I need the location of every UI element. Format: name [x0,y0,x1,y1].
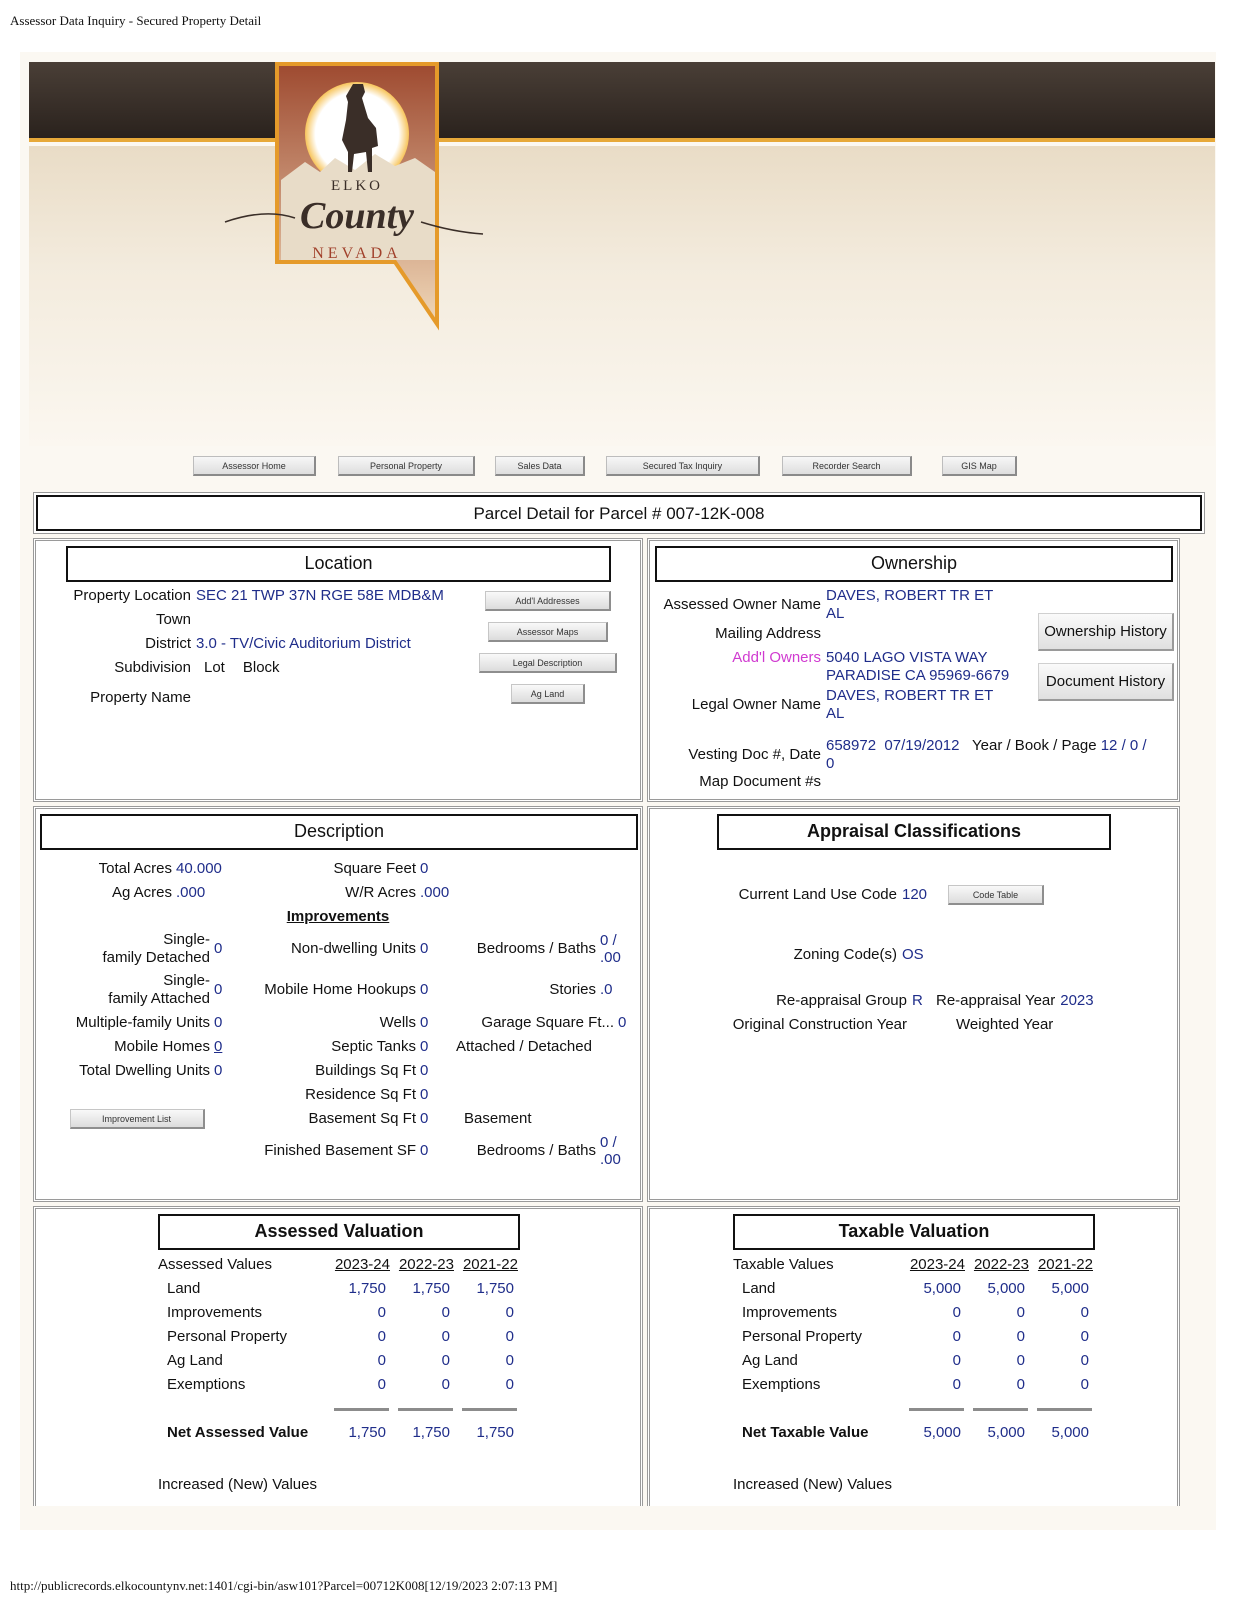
bed-baths-label: Bedrooms / Baths [476,940,596,957]
map-document-row [654,773,1174,797]
net-assessed-label: Net Assessed Value [167,1424,309,1441]
improvement-list-button[interactable]: Improvement List [70,1109,205,1129]
property-location-row [46,587,466,611]
property-name-row [46,689,466,713]
assessed-value-row [158,1349,520,1373]
taxable-year-col-1: 2023-24 [909,1256,965,1273]
taxable-value-row [733,1349,1095,1373]
mh-hookups-cell [232,969,456,1011]
ownership-buttons [1030,587,1174,725]
mh-hookups-label: Mobile Home Hookups [264,981,416,998]
sfd-label-1: Single- [163,931,210,948]
basement-bed-baths-value-1: 0 / [600,1134,617,1151]
district-row [46,635,466,659]
mobile-homes-cell [42,1035,232,1059]
assessed-row-value: 0 [441,1352,450,1369]
vesting-doc-date: 07/19/2012 [884,737,960,754]
appraisal-panel [647,806,1180,1202]
total-dwelling-value: 0 [214,1062,223,1079]
assessed-row-value: 1,750 [348,1280,386,1297]
taxable-row-value: 5,000 [987,1280,1025,1297]
legal-owner-row [654,687,1030,723]
property-location-value: SEC 21 TWP 37N RGE 58E MDB&M [196,587,444,604]
addl-owners-cell [654,649,826,667]
description-panel [33,806,643,1202]
sfd-label [42,931,214,967]
mobile-homes-link[interactable]: 0 [214,1038,223,1055]
taxable-row-value: 5,000 [923,1280,961,1297]
mfu-value: 0 [214,1014,223,1031]
buildings-sqft-label: Buildings Sq Ft [315,1062,416,1079]
mfu-cell [42,1011,232,1035]
net-assessed-value: 1,750 [348,1424,386,1441]
taxable-row-value: 0 [1016,1376,1025,1393]
nav-sales-data-button[interactable]: Sales Data [495,456,585,476]
wr-acres-label: W/R Acres [345,884,416,901]
lot-block-group [196,659,466,677]
total-acres-cell [42,857,232,881]
mailing-address-label: Mailing Address [715,625,821,642]
taxable-body [733,1277,1095,1397]
legal-owner-line1: DAVES, ROBERT TR ET [826,687,994,704]
taxable-year-col-2: 2022-23 [973,1256,1029,1273]
wells-value: 0 [420,1014,429,1031]
subdivision-label: Subdivision [114,659,191,676]
taxable-year-col-3: 2021-22 [1037,1256,1093,1273]
taxable-row-label: Land [742,1280,776,1297]
taxable-row-label: Improvements [742,1304,838,1321]
reappraisal-year-value: 2023 [1060,992,1094,1009]
code-table-button[interactable]: Code Table [948,885,1044,905]
ag-land-button[interactable]: Ag Land [511,684,585,704]
assessed-year-col-3: 2021-22 [462,1256,518,1273]
year-book-page-value-cont: 0 [826,755,835,772]
garage-value: 0 [618,1014,627,1031]
taxable-rule-row [733,1397,1095,1421]
zoning-row [658,945,1168,965]
wells-cell [232,1011,456,1035]
taxable-gap-row [733,1445,1095,1473]
vesting-row [654,737,1174,773]
logo-elko-text: ELKO [331,178,383,194]
vesting-section [654,737,1174,797]
wr-acres-value: .000 [420,884,450,901]
residence-sqft-cell [232,1083,456,1107]
assessed-increased-label: Increased (New) Values [158,1476,317,1493]
net-assessed-value: 1,750 [476,1424,514,1441]
taxable-row-value: 0 [1016,1352,1025,1369]
location-heading: Location [66,546,611,582]
sfa-label [42,972,214,1008]
ownership-body [654,587,1174,725]
assessed-row-value: 0 [377,1352,386,1369]
bed-baths-value [600,932,634,966]
assessed-rule-cell [392,1397,456,1421]
bed-baths-value-2: .00 [600,949,621,966]
assessed-row-value: 0 [505,1376,514,1393]
assessed-row-value: 1,750 [476,1280,514,1297]
septic-value: 0 [420,1038,429,1055]
taxable-total-rule [973,1408,1028,1411]
taxable-row-value: 0 [952,1352,961,1369]
net-taxable-value: 5,000 [1051,1424,1089,1441]
appraisal-heading: Appraisal Classifications [717,814,1111,850]
assessed-row-label: Personal Property [167,1328,288,1345]
assessed-value-row [158,1301,520,1325]
nav-assessor-home-button[interactable]: Assessor Home [193,456,316,476]
assessed-gap-row [158,1445,520,1473]
net-assessed-value: 1,750 [412,1424,450,1441]
total-dwelling-cell [42,1059,232,1083]
ownership-history-button[interactable]: Ownership History [1038,613,1174,651]
location-body [46,587,630,713]
sfd-cell [42,929,232,969]
mailing-address-row [654,625,1030,647]
mh-hookups-value: 0 [420,981,429,998]
stories-label: Stories [549,981,596,998]
document-title: Assessor Data Inquiry - Secured Property Detail [10,13,262,28]
finished-basement-label: Finished Basement SF [264,1142,416,1159]
mailing-address-line1: 5040 LAGO VISTA WAY [826,649,988,666]
assessed-value-row [158,1277,520,1301]
ownership-panel [647,538,1180,802]
residence-sqft-value: 0 [420,1086,429,1103]
basement-bed-baths-label: Bedrooms / Baths [476,1142,596,1159]
improvements-spacer [42,1131,232,1171]
residence-sqft-label: Residence Sq Ft [305,1086,416,1103]
attached-detached-label: Attached / Detached [456,1038,592,1055]
sfa-value: 0 [214,981,223,998]
subdivision-row [46,659,466,683]
mailing-address-value-row [654,649,1030,685]
taxable-total-rule [909,1408,964,1411]
elko-county-logo [225,62,485,332]
ag-acres-cell [42,881,232,905]
taxable-row-label: Ag Land [742,1352,798,1369]
assessed-values-table [158,1253,520,1497]
parcel-title: Parcel Detail for Parcel # 007-12K-008 [36,495,1202,531]
assessed-value-row [158,1373,520,1397]
ag-acres-label: Ag Acres [111,884,172,901]
taxable-row-value: 0 [952,1304,961,1321]
total-dwelling-label: Total Dwelling Units [79,1062,210,1079]
legal-description-button[interactable]: Legal Description [479,653,617,673]
nav-secured-tax-inquiry-button[interactable]: Secured Tax Inquiry [606,456,760,476]
taxable-row-value: 0 [1016,1304,1025,1321]
assessed-row-value: 0 [505,1328,514,1345]
ownership-fields [654,587,1030,725]
assessed-gap [158,1445,520,1473]
taxable-increased-row [733,1473,1095,1497]
assessed-row-label: Ag Land [167,1352,223,1369]
non-dwelling-cell [232,929,456,969]
construction-row [658,1015,1168,1035]
ownership-heading: Ownership [655,546,1173,582]
assessed-row-value: 0 [441,1376,450,1393]
taxable-row-value: 0 [1080,1304,1089,1321]
taxable-row-label: Exemptions [742,1376,821,1393]
header-background [29,146,1215,446]
location-buttons [466,587,630,713]
taxable-row-value: 0 [1016,1328,1025,1345]
taxable-row-value: 0 [1080,1352,1089,1369]
addl-owners-link[interactable]: Add'l Owners [732,649,821,666]
improvements-spacer [456,1083,634,1107]
basement-cell [456,1107,634,1131]
assessed-total-rule [462,1408,517,1411]
basement-bed-baths-value-2: .00 [600,1151,621,1168]
net-taxable-label: Net Taxable Value [742,1424,869,1441]
legal-owner-value [826,687,1030,723]
assessed-row-value: 0 [505,1352,514,1369]
sfa-cell [42,969,232,1011]
vesting-doc-number: 658972 [826,737,877,754]
taxable-rule-cell [967,1397,1031,1421]
taxable-net-row [733,1421,1095,1445]
square-feet-value: 0 [420,860,429,877]
location-fields [46,587,466,713]
mobile-homes-value [214,1038,232,1056]
nav-personal-property-button[interactable]: Personal Property [338,456,475,476]
taxable-valuation-panel [647,1206,1180,1506]
sfd-value: 0 [214,940,223,957]
taxable-values-table [733,1253,1095,1497]
wells-label: Wells [379,1014,416,1031]
taxable-row-label: Personal Property [742,1328,863,1345]
description-body [42,857,634,1171]
year-book-page-value: 12 / 0 / [1100,737,1147,754]
non-dwelling-value: 0 [420,940,429,957]
assessed-row-value: 0 [377,1304,386,1321]
bed-baths-value-1: 0 / [600,932,617,949]
assessed-values-grid [158,1253,520,1497]
assessed-value-row [158,1325,520,1349]
taxable-row-value: 0 [1080,1328,1089,1345]
assessed-total-rule [398,1408,453,1411]
addl-addresses-button[interactable]: Add'l Addresses [485,591,611,611]
assessed-header-row [158,1253,520,1277]
zoning-value: OS [902,946,924,963]
improvements-heading: Improvements [286,908,390,925]
square-feet-cell [232,857,456,881]
buildings-sqft-value: 0 [420,1062,429,1079]
net-taxable-value: 5,000 [987,1424,1025,1441]
assessed-row-value: 0 [441,1304,450,1321]
assessed-row-label: Land [167,1280,201,1297]
improvements-spacer [42,1083,232,1107]
assessed-year-col-1: 2023-24 [334,1256,390,1273]
reappraisal-year-label: Re-appraisal Year [936,992,1056,1009]
total-acres-label: Total Acres [98,860,172,877]
land-use-value: 120 [902,886,928,903]
legal-owner-line2: AL [826,705,845,722]
garage-label: Garage Square Ft... [481,1014,614,1031]
location-panel [33,538,643,802]
assessed-rule-spacer [158,1397,328,1421]
wr-acres-cell [232,881,456,905]
reappraisal-group-value: R [912,992,923,1009]
mobile-homes-label: Mobile Homes [114,1038,210,1055]
improvements-spacer [456,1059,634,1083]
assessed-body [158,1277,520,1397]
taxable-row-value: 0 [1080,1376,1089,1393]
taxable-increased-label: Increased (New) Values [733,1476,892,1493]
property-name-label: Property Name [90,689,191,706]
block-label: Block [242,659,280,676]
nav-bar [0,456,1236,478]
total-acres-value: 40.000 [176,860,222,877]
assessed-owner-value [826,587,1030,623]
taxable-value-row [733,1277,1095,1301]
assessed-total-rule [334,1408,389,1411]
taxable-value-row [733,1373,1095,1397]
net-taxable-value: 5,000 [923,1424,961,1441]
septic-cell [232,1035,456,1059]
legal-owner-label: Legal Owner Name [691,696,821,713]
weighted-year-label: Weighted Year [956,1016,1054,1033]
assessed-increased-row [158,1473,520,1497]
stories-value: .0 [600,981,613,998]
ag-acres-value: .000 [176,884,206,901]
nav-gis-map-button[interactable]: GIS Map [942,456,1017,476]
map-document-label: Map Document #s [699,773,821,790]
lot-label: Lot [204,659,225,676]
zoning-label: Zoning Code(s) [793,946,897,963]
assessed-owner-line1: DAVES, ROBERT TR ET [826,587,994,604]
sfd-label-2: family Detached [102,949,210,966]
assessed-owner-row [654,587,1030,623]
assessed-values-label: Assessed Values [158,1256,272,1273]
town-row [46,611,466,635]
assessed-year-col-2: 2022-23 [398,1256,454,1273]
assessed-valuation-panel [33,1206,643,1506]
header-banner [29,62,1215,142]
original-construction-label: Original Construction Year [732,1016,907,1033]
assessed-rule-cell [456,1397,520,1421]
taxable-row-value: 0 [952,1376,961,1393]
district-label: District [145,635,191,652]
taxable-value-row [733,1301,1095,1325]
sfa-label-1: Single- [163,972,210,989]
description-heading: Description [40,814,638,850]
assessed-row-value: 1,750 [412,1280,450,1297]
mfu-label: Multiple-family Units [75,1014,210,1031]
stories-cell [456,969,634,1011]
assessed-rule-cell [328,1397,392,1421]
attached-detached-cell [456,1035,634,1059]
buildings-sqft-cell [232,1059,456,1083]
septic-label: Septic Tanks [331,1038,416,1055]
square-feet-label: Square Feet [333,860,416,877]
assessed-row-value: 0 [505,1304,514,1321]
mailing-address-value [826,649,1030,685]
year-book-page-label: Year / Book / Page [972,737,1097,754]
taxable-rule-cell [903,1397,967,1421]
town-label: Town [155,611,191,628]
land-use-label: Current Land Use Code [738,886,897,903]
basement-label: Basement [464,1110,532,1127]
taxable-value-row [733,1325,1095,1349]
assessed-owner-label: Assessed Owner Name [663,596,821,613]
vesting-doc-label: Vesting Doc #, Date [688,746,821,763]
bed-baths-cell [456,929,634,969]
taxable-valuation-heading: Taxable Valuation [733,1214,1095,1250]
assessed-row-value: 0 [441,1328,450,1345]
assessor-maps-button[interactable]: Assessor Maps [488,622,608,642]
logo-nevada-text: NEVADA [312,245,402,262]
garage-cell [456,1011,634,1035]
reappraisal-group-label: Re-appraisal Group [776,992,907,1009]
assessed-row-value: 0 [377,1328,386,1345]
assessed-valuation-heading: Assessed Valuation [158,1214,520,1250]
taxable-rule-cell [1031,1397,1095,1421]
taxable-header-row [733,1253,1095,1277]
improvement-list-cell [42,1107,232,1131]
basement-bed-baths-value [600,1134,634,1168]
acres-spacer [456,857,634,881]
appraisal-body [658,869,1168,1035]
taxable-row-value: 0 [952,1328,961,1345]
basement-sqft-value: 0 [420,1110,429,1127]
assessed-rule-row [158,1397,520,1421]
taxable-gap [733,1445,1095,1473]
basement-sqft-cell [232,1107,456,1131]
finished-basement-value: 0 [420,1142,429,1159]
nav-recorder-search-button[interactable]: Recorder Search [782,456,912,476]
taxable-values-label: Taxable Values [733,1256,834,1273]
assessed-row-label: Improvements [167,1304,263,1321]
assessed-net-row [158,1421,520,1445]
assessed-row-value: 0 [377,1376,386,1393]
property-location-label: Property Location [73,587,191,604]
parcel-header [33,492,1205,534]
sfa-label-2: family Attached [108,990,210,1007]
assessed-row-label: Exemptions [167,1376,246,1393]
acres-grid [42,857,634,905]
district-value: 3.0 - TV/Civic Auditorium District [196,635,411,652]
land-use-row [658,885,1168,905]
logo-county-text: County [299,195,415,237]
basement-bed-baths-cell [456,1131,634,1171]
vesting-value [826,737,1174,773]
non-dwelling-label: Non-dwelling Units [290,940,416,957]
mailing-address-line2: PARADISE CA 95969-6679 [826,667,1010,684]
taxable-rule-spacer [733,1397,903,1421]
reappraisal-row [658,991,1168,1011]
footer-url: http://publicrecords.elkocountynv.net:1401/cgi-bin/asw101?Parcel=00712K008[12/19/2023 2:07:13 PM] [10,1578,558,1593]
taxable-row-value: 5,000 [1051,1280,1089,1297]
taxable-values-grid [733,1253,1095,1497]
finished-basement-cell [232,1131,456,1171]
improvements-grid [42,929,634,1171]
taxable-total-rule [1037,1408,1092,1411]
document-history-button[interactable]: Document History [1038,663,1174,701]
assessed-owner-line2: AL [826,605,845,622]
acres-spacer [456,881,634,905]
basement-sqft-label: Basement Sq Ft [308,1110,416,1127]
